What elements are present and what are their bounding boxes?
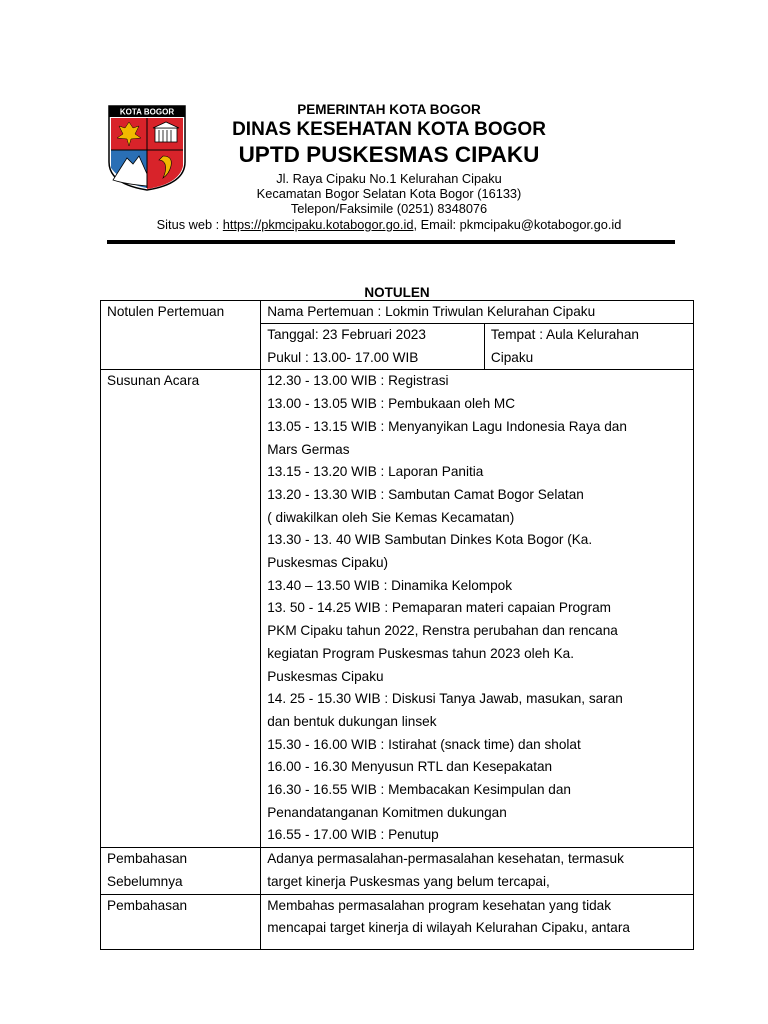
government-name: PEMERINTAH KOTA BOGOR xyxy=(297,102,481,117)
table-row xyxy=(101,848,694,894)
agenda-line: kegiatan Program Puskesmas tahun 2023 oleh Ka. xyxy=(267,645,575,661)
agenda-line: Puskesmas Cipaku) xyxy=(267,555,389,571)
previous-discussion-cell xyxy=(261,848,694,894)
agenda-line: 13.40 – 13.50 WIB : Dinamika Kelompok xyxy=(267,577,513,593)
unit-name: UPTD PUSKESMAS CIPAKU xyxy=(238,142,540,167)
label-text: Pembahasan xyxy=(107,851,188,867)
address-line-2: Kecamatan Bogor Selatan Kota Bogor (16133) xyxy=(256,186,522,202)
label-text: Susunan Acara xyxy=(107,373,200,389)
discussion-line: mencapai target kinerja di wilayah Kelurahan Cipaku, antara xyxy=(267,920,630,936)
previous-discussion-line: Adanya permasalahan-permasalahan kesehatan, termasuk xyxy=(267,851,624,867)
agenda-line: 16.30 - 16.55 WIB : Membacakan Kesimpulan dan xyxy=(267,782,571,798)
agenda-line: 13.20 - 13.30 WIB : Sambutan Camat Bogor Selatan xyxy=(267,486,584,502)
header-divider xyxy=(107,240,675,244)
row-label-discussion xyxy=(101,894,261,949)
meeting-time: Pukul : 13.00- 17.00 WIB xyxy=(267,349,419,365)
table-row xyxy=(101,301,694,324)
place-cell xyxy=(484,324,693,370)
agenda-line: 13.05 - 13.15 WIB : Menyanyikan Lagu Indonesia Raya dan xyxy=(267,418,627,434)
website-label: Situs web : xyxy=(156,216,223,232)
label-text: Sebelumnya xyxy=(107,873,183,889)
agenda-line: 13.00 - 13.05 WIB : Pembukaan oleh MC xyxy=(267,396,516,412)
agenda-line: 13. 50 - 14.25 WIB : Pemaparan materi capaian Program xyxy=(267,600,611,616)
row-label-agenda xyxy=(101,370,261,848)
previous-discussion-line: target kinerja Puskesmas yang belum tercapai, xyxy=(267,873,550,889)
letterhead xyxy=(130,102,648,232)
agenda-line: ( diwakilkan oleh Sie Kemas Kecamatan) xyxy=(267,509,515,525)
logo-text: KOTA BOGOR xyxy=(119,107,175,117)
agenda-line: 16.00 - 16.30 Menyusun RTL dan Kesepakatan xyxy=(267,759,553,775)
agency-name: DINAS KESEHATAN KOTA BOGOR xyxy=(232,119,546,140)
website-link[interactable]: https://pkmcipaku.kotabogor.go.id xyxy=(222,216,414,232)
agenda-line: Puskesmas Cipaku xyxy=(267,668,384,684)
agenda-cell xyxy=(261,370,694,848)
meeting-date: Tanggal: 23 Februari 2023 xyxy=(267,327,426,342)
email-text: , Email: pkmcipaku@kotabogor.go.id xyxy=(413,216,622,232)
agenda-line: 13.15 - 13.20 WIB : Laporan Panitia xyxy=(267,464,484,480)
table-row xyxy=(101,894,694,949)
agenda-line: 14. 25 - 15.30 WIB : Diskusi Tanya Jawab, masukan, saran xyxy=(267,691,623,707)
row-label-previous-discussion xyxy=(101,848,261,894)
label-text: Pembahasan xyxy=(107,897,188,913)
phone-line: Telepon/Faksimile (0251) 8348076 xyxy=(290,201,488,217)
document-title: NOTULEN xyxy=(364,285,430,300)
meeting-name-cell xyxy=(261,301,694,324)
agenda-line: dan bentuk dukungan linsek xyxy=(267,713,437,729)
agenda-line: Mars Germas xyxy=(267,441,350,457)
meeting-name: Nama Pertemuan : Lokmin Triwulan Kelurahan Cipaku xyxy=(267,304,596,319)
agenda-line: Penandatanganan Komitmen dukungan xyxy=(267,804,507,820)
row-label-notulen xyxy=(101,301,261,370)
meeting-place-1: Tempat : Aula Kelurahan xyxy=(490,327,639,342)
table-row xyxy=(101,370,694,848)
agenda-line: 12.30 - 13.00 WIB : Registrasi xyxy=(267,373,449,389)
meeting-place-2: Cipaku xyxy=(490,349,534,365)
date-time-cell xyxy=(261,324,485,370)
agenda-line: 16.55 - 17.00 WIB : Penutup xyxy=(267,827,439,843)
agenda-line: 13.30 - 13. 40 WIB Sambutan Dinkes Kota Bogor (Ka. xyxy=(267,532,593,548)
agenda-line: 15.30 - 16.00 WIB : Istirahat (snack time) dan sholat xyxy=(267,736,581,752)
discussion-line: Membahas permasalahan program kesehatan yang tidak xyxy=(267,897,612,913)
label-text: Notulen Pertemuan xyxy=(107,304,225,319)
agenda-line: PKM Cipaku tahun 2022, Renstra perubahan dan rencana xyxy=(267,623,618,639)
notulen-table xyxy=(100,300,694,950)
discussion-cell xyxy=(261,894,694,949)
website-line xyxy=(110,217,668,232)
address-line-1: Jl. Raya Cipaku No.1 Kelurahan Cipaku xyxy=(276,171,502,186)
